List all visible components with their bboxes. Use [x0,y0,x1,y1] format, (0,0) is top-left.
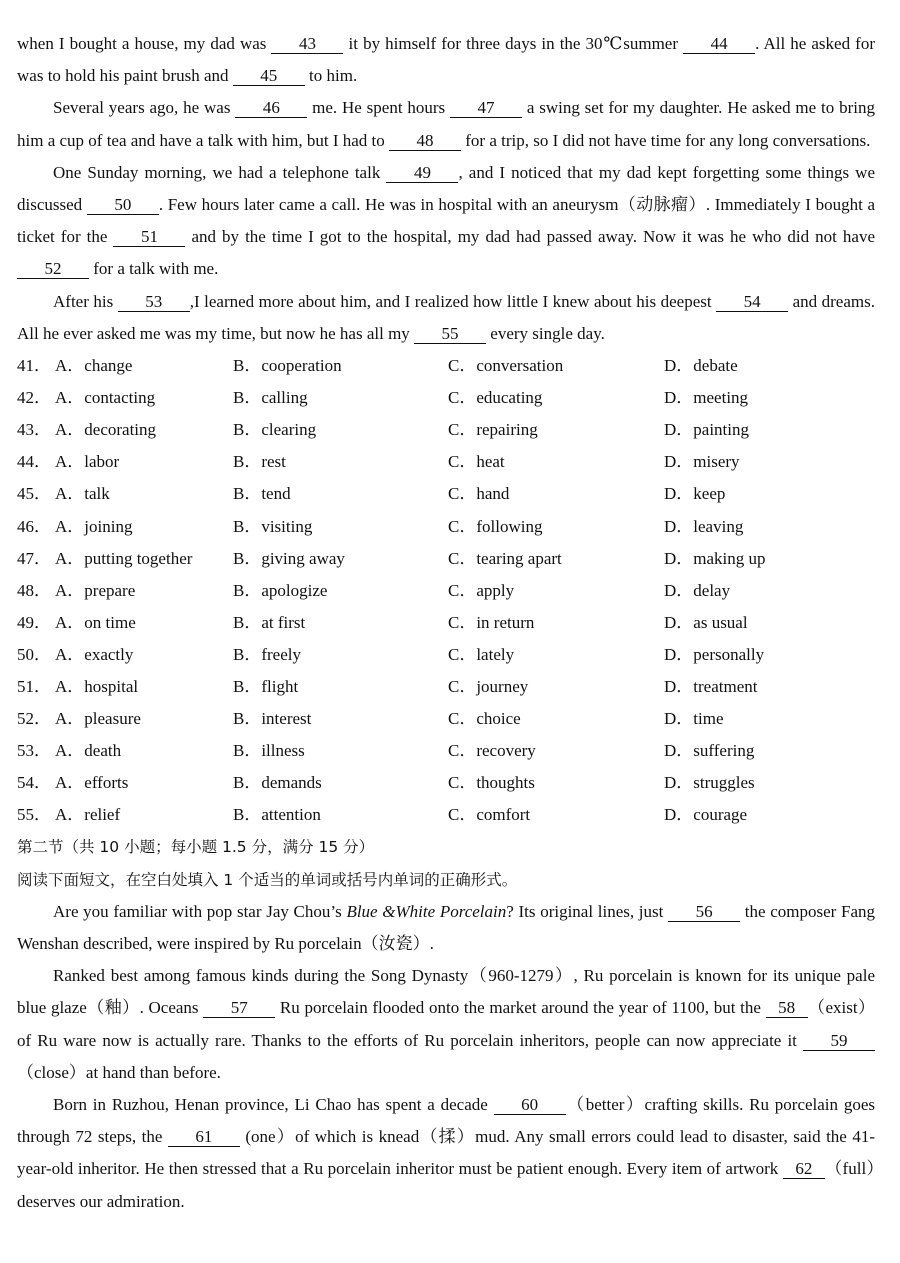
option-c[interactable]: C．journey [448,676,529,696]
option-a[interactable]: A．talk [55,484,110,504]
option-row [17,799,875,831]
option-d[interactable]: D．suffering [664,741,755,761]
question-number: 43． [17,420,51,440]
option-b[interactable]: B．apologize [233,580,328,600]
question-number: 48． [17,580,51,600]
question-number: 50． [17,644,51,664]
option-row [17,446,875,478]
option-row [17,543,875,575]
blank-61[interactable]: 61 [168,1127,240,1147]
blank-55[interactable]: 55 [414,324,486,344]
blank-59[interactable]: 59 [803,1031,875,1051]
question-number: 55． [17,805,51,825]
option-row [17,575,875,607]
song-title: Blue &White Porcelain [346,901,507,921]
blank-54[interactable]: 54 [716,292,788,312]
text: （exist）of Ru ware now is actually rare. Thanks to the efforts of Ru porcelain inheritors, people can now appreciate it [17,998,876,1050]
option-c[interactable]: C．hand [448,484,510,504]
blank-43[interactable]: 43 [271,34,343,54]
text: After his [53,291,118,311]
blank-45[interactable]: 45 [233,66,305,86]
option-b[interactable]: B．visiting [233,516,313,536]
option-row [17,414,875,446]
option-row [17,478,875,510]
question-number: 41． [17,356,51,376]
option-row [17,671,875,703]
question-number: 47． [17,548,51,568]
option-b[interactable]: B．demands [233,773,322,793]
section2-heading: 第二节（共 10 小题；每小题 1.5 分，满分 15 分） [17,838,375,857]
option-c[interactable]: C．in return [448,612,535,632]
text: for a trip, so I did not have time for any long conversations. [461,130,871,150]
option-b[interactable]: B．attention [233,805,321,825]
option-b[interactable]: B．freely [233,644,301,664]
text: it by himself for three days in the 30℃summer [343,34,684,53]
option-a[interactable]: A．on time [55,612,136,632]
passage1-para3 [17,157,875,286]
text: ,I learned more about him, and I realized how little I knew about his deepest [189,291,717,311]
option-a[interactable]: A．hospital [55,676,139,696]
option-row [17,511,875,543]
question-number: 49． [17,612,51,632]
passage1-para4 [17,286,875,350]
text: Several years ago, he was [53,98,236,118]
option-d[interactable]: D．personally [664,644,765,664]
option-a[interactable]: A．exactly [55,644,134,664]
option-a[interactable]: A．joining [55,516,133,536]
option-b[interactable]: B．illness [233,741,305,761]
option-c[interactable]: C．tearing apart [448,548,562,568]
option-a[interactable]: A．putting together [55,548,193,568]
option-c[interactable]: C．conversation [448,356,564,376]
section2-instruction: 阅读下面短文，在空白处填入 1 个适当的单词或括号内单词的正确形式。 [17,870,518,889]
option-d[interactable]: D．debate [664,356,738,376]
option-c[interactable]: C．repairing [448,420,538,440]
text: . Few hours later came a call. He was in hospital with an aneurysm（动脉瘤）. Immediately I bought a ticket for the [17,195,875,247]
option-row [17,703,875,735]
option-row [17,350,875,382]
option-d[interactable]: D．delay [664,580,731,600]
option-d[interactable]: D．making up [664,548,766,568]
question-number: 42． [17,388,51,408]
text: to him. [304,66,358,86]
text: ? Its original lines, just [506,901,669,921]
option-d[interactable]: D．as usual [664,612,748,632]
text: . All he asked for was to hold his paint brush and [17,34,875,86]
option-a[interactable]: A．contacting [55,388,156,408]
option-a[interactable]: A．pleasure [55,709,141,729]
passage2-para2 [17,960,875,1089]
option-b[interactable]: B．giving away [233,548,345,568]
option-c[interactable]: C．choice [448,709,521,729]
option-b[interactable]: B．interest [233,709,312,729]
text: （better）crafting skills. Ru porcelain goes through 72 steps, the [17,1095,875,1147]
passage1-para2 [17,92,875,156]
blank-62[interactable]: 62 [783,1159,825,1179]
blank-53[interactable]: 53 [118,292,190,312]
option-c[interactable]: C．following [448,516,543,536]
text: Born in Ruzhou, Henan province, Li Chao has spent a decade [53,1095,494,1115]
passage2-para3 [17,1089,875,1218]
option-d[interactable]: D．struggles [664,773,755,793]
option-d[interactable]: D．painting [664,420,749,440]
option-c[interactable]: C．apply [448,580,515,600]
text: (one）of which is knead（揉）mud. Any small errors could lead to disaster, said the 41-year-old inheritor. He then stressed that a Ru porcelain inheritor must be patient enough. Every item of artwork [17,1127,876,1179]
option-b[interactable]: B．calling [233,388,308,408]
blank-50[interactable]: 50 [87,195,159,215]
blank-46[interactable]: 46 [235,98,307,118]
text: a swing set for my daughter. He asked me to bring him a cup of tea and have a talk with him, but I had to [17,98,875,150]
text: the composer Fang Wenshan described, were inspired by Ru porcelain（汝瓷）. [17,901,876,954]
text: Are you familiar with pop star Jay Chou’s [53,901,347,921]
text: when I bought a house, my dad was [17,34,272,53]
options-list [17,350,875,831]
blank-49[interactable]: 49 [386,163,458,183]
option-b[interactable]: B．tend [233,484,291,504]
text: me. He spent hours [307,98,450,118]
option-b[interactable]: B．flight [233,676,299,696]
blank-52[interactable]: 52 [17,259,89,279]
text: Ranked best among famous kinds during the Song Dynasty（960-1279）, Ru porcelain is known for its unique pale blue glaze（釉）. Oceans [17,966,875,1018]
blank-60[interactable]: 60 [494,1095,566,1115]
question-number: 46． [17,516,51,536]
option-a[interactable]: A．death [55,741,122,761]
option-a[interactable]: A．decorating [55,420,157,440]
question-number: 51． [17,676,51,696]
option-d[interactable]: D．time [664,709,724,729]
text: （close）at hand than before. [17,1062,221,1082]
option-b[interactable]: B．rest [233,452,286,472]
blank-47[interactable]: 47 [450,98,522,118]
text: every single day. [486,323,605,343]
question-number: 53． [17,741,51,761]
option-c[interactable]: C．lately [448,644,515,664]
blank-57[interactable]: 57 [203,998,275,1018]
blank-44[interactable]: 44 [683,34,755,54]
text: and by the time I got to the hospital, my dad had passed away. Now it was he who did not have [185,227,875,247]
text: Ru porcelain flooded onto the market around the year of 1100, but the [275,998,766,1018]
option-row [17,767,875,799]
option-a[interactable]: A．relief [55,805,121,825]
text: and dreams. All he ever asked me was my time, but now he has all my [17,291,875,343]
passage2-para1 [17,896,875,960]
option-d[interactable]: D．keep [664,484,726,504]
option-a[interactable]: A．labor [55,452,120,472]
option-row [17,607,875,639]
question-number: 45． [17,484,51,504]
option-d[interactable]: D．meeting [664,388,749,408]
exam-page [17,28,875,1218]
option-c[interactable]: C．comfort [448,805,531,825]
option-d[interactable]: D．leaving [664,516,744,536]
text: for a talk with me. [89,259,219,279]
blank-51[interactable]: 51 [113,227,185,247]
passage1-para1 [17,28,875,92]
option-a[interactable]: A．prepare [55,580,136,600]
option-c[interactable]: C．educating [448,388,543,408]
option-d[interactable]: D．misery [664,452,740,472]
option-c[interactable]: C．heat [448,452,505,472]
text: , and I noticed that my dad kept forgetting some things we discussed [17,162,875,215]
option-d[interactable]: D．treatment [664,676,758,696]
option-b[interactable]: B．clearing [233,420,317,440]
option-c[interactable]: C．thoughts [448,773,535,793]
blank-48[interactable]: 48 [389,131,461,151]
option-b[interactable]: B．at first [233,612,306,632]
text: （full）deserves our admiration. [17,1159,876,1211]
text: One Sunday morning, we had a telephone talk [53,162,387,182]
blank-58[interactable]: 58 [766,998,808,1018]
option-row [17,382,875,414]
blank-56[interactable]: 56 [668,902,740,922]
option-b[interactable]: B．cooperation [233,356,342,376]
option-d[interactable]: D．courage [664,805,748,825]
option-row [17,639,875,671]
option-a[interactable]: A．efforts [55,773,129,793]
option-a[interactable]: A．change [55,356,133,376]
option-c[interactable]: C．recovery [448,741,536,761]
option-row [17,735,875,767]
question-number: 52． [17,709,51,729]
question-number: 54． [17,773,51,793]
question-number: 44． [17,452,51,472]
